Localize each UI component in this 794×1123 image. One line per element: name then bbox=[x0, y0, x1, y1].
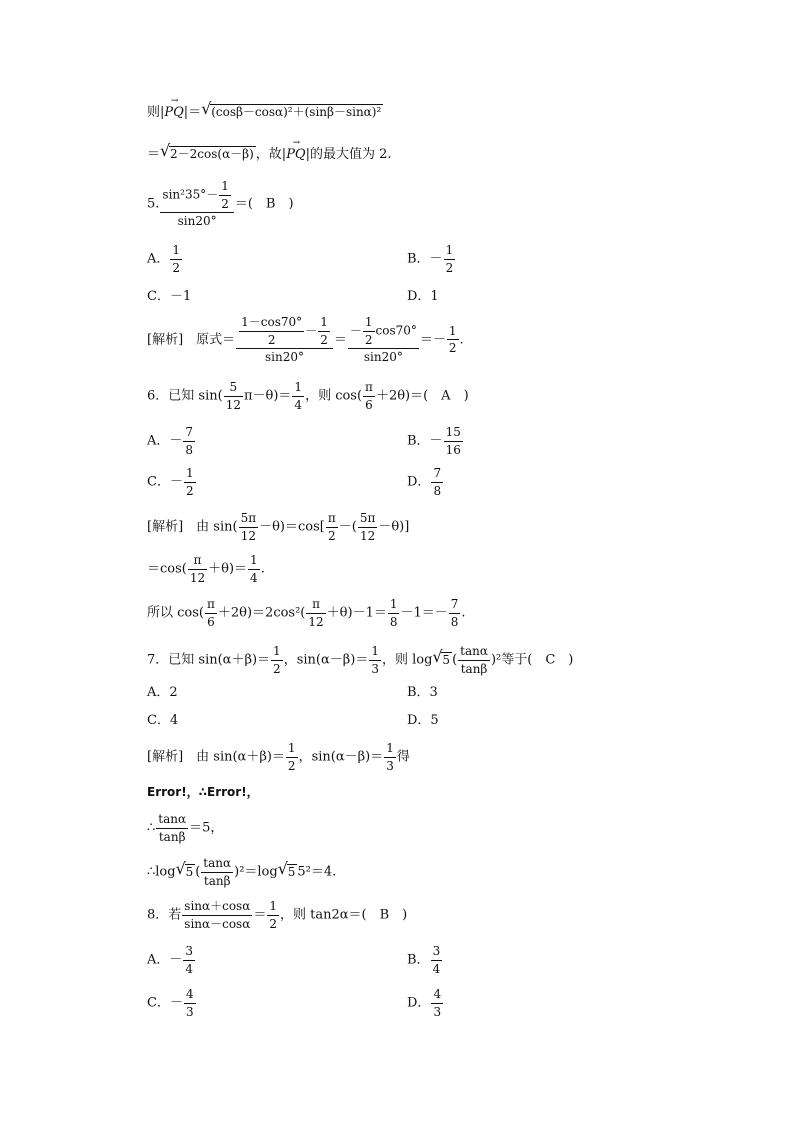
sqrt: √ (cosβ－cosα)²＋(sinβ－sinα)² bbox=[201, 99, 382, 119]
error-text: Error!，∴Error!， bbox=[147, 785, 259, 799]
option-b: B．－ $\frac{15}{16}$ bbox=[407, 425, 461, 457]
option-c: C．－1 bbox=[147, 289, 192, 304]
analysis-6-line2: ＝cos( $\frac{\pi}{12}$ ＋θ)＝ $\frac{1}{4}$ . bbox=[147, 553, 265, 585]
option-a: A．－ $\frac{7}{8}$ bbox=[147, 425, 194, 457]
analysis-7-line3: ∴ $\frac{\tan\alpha}{\tan\beta}$ ＝5， bbox=[147, 812, 224, 844]
solution-line-distance bbox=[147, 96, 383, 120]
arrow-icon: → bbox=[292, 138, 301, 148]
option-a: A． $\frac{1}{2}$ bbox=[147, 243, 181, 275]
option-c: C．－ $\frac{4}{3}$ bbox=[147, 987, 194, 1019]
option-d: D． $\frac{4}{3}$ bbox=[407, 987, 442, 1019]
option-a: A．－ $\frac{3}{4}$ bbox=[147, 944, 194, 976]
solution-line-max: ＝ √ 2－2cos(α－β) ，故| → PQ|的最大值为 2. bbox=[147, 138, 392, 162]
question-8: 8．若 $\frac{\sin\alpha+\cos\alpha}{\sin\alpha-\cos\alpha}$ ＝ $\frac{1}{2}$ ，则 tan2α＝( B ) bbox=[147, 899, 408, 931]
analysis-6-line1: [解析] 由 sin( $\frac{5\pi}{12}$ －θ)＝cos[ $\frac{\pi}{2}$ －( $\frac{5\pi}{12}$ －θ)] bbox=[147, 511, 410, 543]
fraction: － $\frac{1}{2}$ cos70° sin20° bbox=[349, 315, 417, 365]
option-b: B． $\frac{3}{4}$ bbox=[407, 944, 441, 976]
option-c: C．4 bbox=[147, 713, 179, 728]
analysis-7-line4: ∴log √ 5 ( $\frac{\tan\alpha}{\tan\beta}$ )²＝log √ 5 5²＝4. bbox=[147, 856, 337, 888]
text: |＝ bbox=[183, 105, 202, 120]
sqrt: √ 2－2cos(α－β) bbox=[160, 141, 254, 161]
radical-icon: √ bbox=[201, 99, 212, 118]
fraction: sin²35°－ $\frac{1}{2}$ sin20° bbox=[160, 180, 233, 228]
option-b: B．3 bbox=[407, 685, 438, 700]
analysis-7-line1: [解析] 由 sin(α＋β)＝ $\frac{1}{2}$ ，sin(α－β)＝ $\frac{1}{3}$ 得 bbox=[147, 741, 410, 773]
sqrt: √ 5 bbox=[432, 646, 451, 667]
fraction: $\frac{1-\cos 70^\circ}{2}$ － $\frac{1}{2}$ sin20° bbox=[236, 316, 333, 364]
radical-icon: √ bbox=[432, 646, 443, 666]
vector-pq: → PQ bbox=[164, 96, 184, 120]
question-7: 7．已知 sin(α＋β)＝ $\frac{1}{2}$ ，sin(α－β)＝ $\frac{1}{3}$ ，则 log √ 5 ( $\frac{\tan\alpha}{\tan\beta}$ )²等于( C ) bbox=[147, 644, 574, 676]
analysis-6-line3: 所以 cos( $\frac{\pi}{6}$ ＋2θ)＝2cos²( $\frac{\pi}{12}$ ＋θ)－1＝ $\frac{1}{8}$ －1＝－ $\frac{7}{8}$ . bbox=[147, 597, 466, 629]
radical-icon: √ bbox=[160, 141, 171, 160]
option-a: A．2 bbox=[147, 685, 178, 700]
arrow-icon: → bbox=[170, 96, 179, 106]
radical-icon: √ bbox=[277, 858, 288, 878]
option-d: D．5 bbox=[407, 713, 439, 728]
text: 则| bbox=[147, 105, 165, 120]
question-5: 5. sin²35°－ $\frac{1}{2}$ sin20° ＝( B ) bbox=[147, 179, 294, 229]
radical-icon: √ bbox=[175, 858, 186, 878]
option-b: B．－ $\frac{1}{2}$ bbox=[407, 243, 454, 275]
analysis-5: [解析] 原式＝ $\frac{1-\cos 70^\circ}{2}$ － $\frac{1}{2}$ sin20° ＝ － $\frac{1}{2}$ cos70° sin20° ＝－ $\frac{1}{2}$ . bbox=[147, 315, 464, 365]
sqrt: √ 5 bbox=[277, 858, 296, 879]
question-6: 6．已知 sin( $\frac{5}{12}$ π－θ)＝ $\frac{1}{4}$ ，则 cos( $\frac{\pi}{6}$ ＋2θ)＝( A ) bbox=[147, 380, 469, 412]
vector-pq: → PQ bbox=[286, 138, 306, 162]
option-d: D．1 bbox=[407, 289, 439, 304]
sqrt: √ 5 bbox=[175, 858, 194, 879]
option-c: C．－ $\frac{1}{2}$ bbox=[147, 466, 194, 498]
option-d: D． $\frac{7}{8}$ bbox=[407, 466, 442, 498]
